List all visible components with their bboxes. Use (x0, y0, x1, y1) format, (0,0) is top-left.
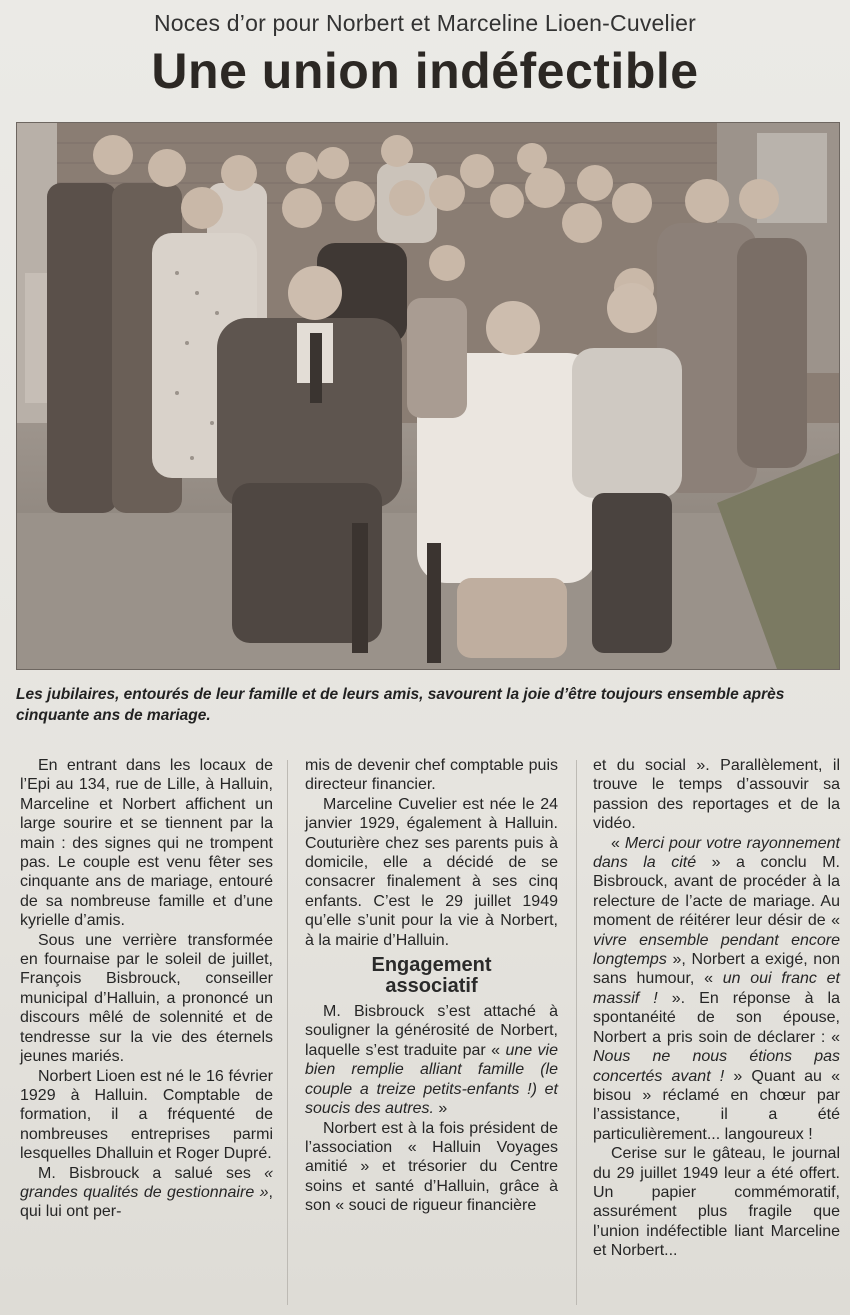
quote-italic: une vie bien remplie alliant famille (le couple a treize petits-enfants !) et soucis des autres. (305, 1041, 559, 1118)
paragraph: En entrant dans les locaux de l’Epi au 134, rue de Lille, à Halluin, Marceline et Norbert affichent un large sourire et se tiennent par la main : des signes qui ne trompent pas. Le couple est venu fêter ses cinquante ans de mariage, entouré de sa nombreuse famille et d’une kyrielle d’amis. (20, 757, 273, 930)
subheading-line: associatif (385, 975, 478, 998)
text-run: » (433, 1100, 448, 1118)
article-headline: Une union indéfectible (151, 43, 699, 99)
article-column-3 (593, 756, 840, 1261)
text-run: », Norbert a exigé, non sans humour, « (593, 951, 840, 988)
text-run: M. Bisbrouck a salué ses (38, 1164, 265, 1182)
paragraph (20, 1164, 273, 1222)
text-run: M. Bisbrouck s’est attaché à souligner la générosité de Norbert, laquelle s’est traduite par « (305, 1003, 558, 1059)
text-run: , qui lui ont per- (20, 1183, 273, 1221)
article-column-1 (20, 756, 273, 1222)
article-column-2 (305, 756, 558, 1216)
text-run: « (611, 834, 625, 852)
quote-italic: un oui franc et massif ! (593, 970, 840, 1007)
subheading-line: Engagement (371, 954, 492, 977)
paragraph (593, 834, 840, 1145)
paragraph: Norbert Lioen est né le 16 février 1929 à Halluin. Comptable de formation, il a fréquenté de nombreuses entreprises parmi lesquelles Dhalluin et Roger Dupré. (20, 1067, 273, 1163)
text-run: » Quant au « bisou » réclamé en chœur par l’assistance, il a été particulièrement... langoureux ! (593, 1067, 841, 1143)
group-photo-illustration (17, 123, 839, 669)
quote-italic: Nous ne nous étions pas concertés avant ! (593, 1048, 840, 1085)
paragraph: Norbert est à la fois président de l’association « Halluin Voyages amitié » et trésorier du Centre soins et santé d’Halluin, grâce à son « souci de rigueur financière (305, 1119, 558, 1215)
column-divider (576, 760, 577, 1305)
paragraph (305, 1002, 558, 1118)
subheading (305, 955, 558, 997)
photo-caption: Les jubilaires, entourés de leur famille et de leurs amis, savourent la joie d’être toujours ensemble après cinquante ans de mariage. (16, 686, 785, 724)
paragraph: Cerise sur le gâteau, le journal du 29 juillet 1949 leur a été offert. Un papier commémoratif, assurément plus fragile que l’union indéfectible liant Marceline et Norbert... (593, 1145, 840, 1260)
column-divider (287, 760, 288, 1305)
quote-italic: vivre ensemble pendant encore longtemps (593, 931, 840, 969)
paragraph: et du social ». Parallèlement, il trouve le temps d’assouvir sa passion des reportages et de la vidéo. (593, 757, 840, 833)
text-run: ». En réponse à la spontanéité de son épouse, Norbert a pris soin de déclarer : « (593, 989, 840, 1046)
paragraph: Sous une verrière transformée en fournaise par le soleil de juillet, François Bisbrouck, conseiller municipal d’Halluin, a prononcé un discours mêlé de solennité et de tendresse sur la vie des éternels jeunes mariés. (20, 931, 273, 1066)
paragraph: Marceline Cuvelier est née le 24 janvier 1929, également à Halluin. Couturière chez ses parents puis à domicile, elle a décidé de se consacrer finalement à ses cinq enfants. C’est le 29 juillet 1949 qu’elle s’unit pour la vie à Norbert, à la mairie d’Halluin. (305, 795, 558, 949)
quote-italic: Merci pour votre rayonnement dans la cité (593, 834, 840, 872)
article-kicker: Noces d’or pour Norbert et Marceline Lioen-Cuvelier (154, 10, 696, 36)
group-photo (16, 122, 840, 670)
text-run: » a conclu M. Bisbrouck, avant de procéder à la relecture de l’acte de mariage. Au moment de réitérer leur désir de « (593, 854, 840, 930)
paragraph: mis de devenir chef comptable puis directeur financier. (305, 757, 558, 794)
quote-italic: « grandes qualités de gestionnaire » (20, 1164, 273, 1201)
